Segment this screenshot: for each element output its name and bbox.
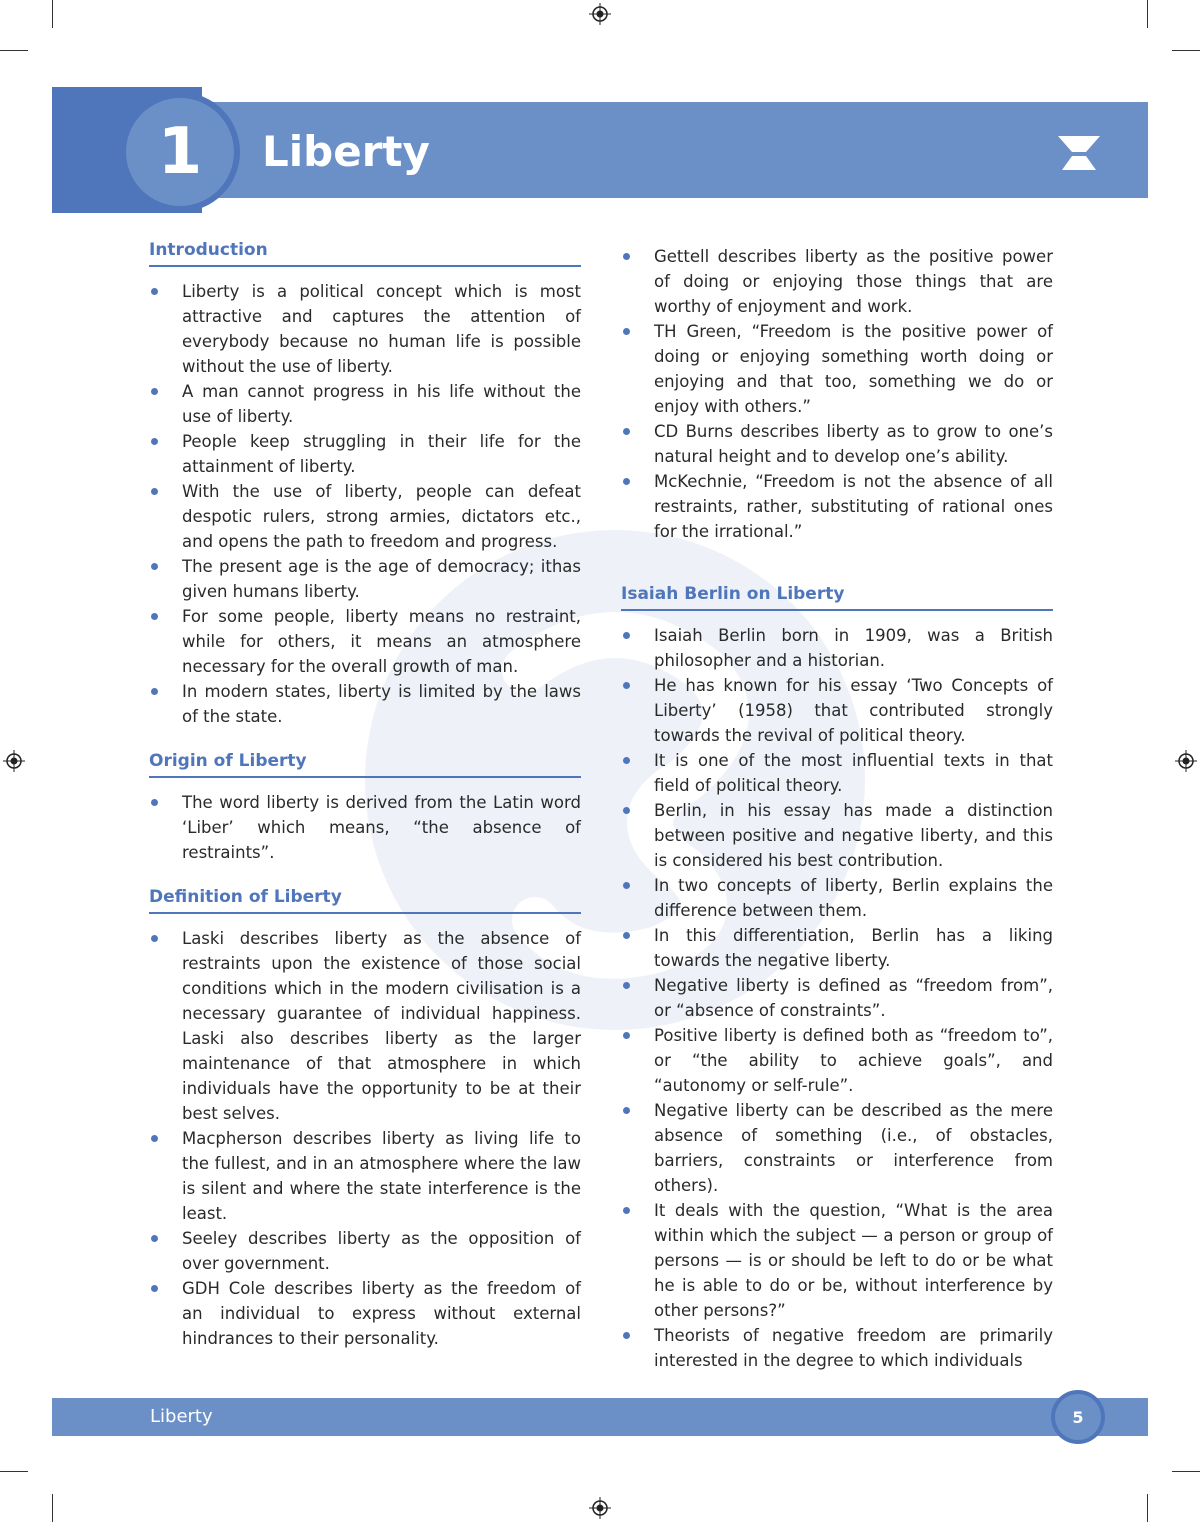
crop-mark: [0, 1471, 28, 1472]
list-item-text: Positive liberty is defined both as “freedom to”, or “the ability to achieve goals”, and “autonomy or self-rule”.: [654, 1026, 1053, 1095]
list-item: [621, 419, 1053, 469]
list-item: [149, 479, 581, 554]
hourglass-logo-icon: [1056, 134, 1102, 172]
footer-running-title: Liberty: [150, 1406, 213, 1427]
bullet-dot-icon: [151, 613, 158, 620]
bullet-dot-icon: [151, 688, 158, 695]
section-heading: Introduction: [149, 240, 581, 267]
list-item-text: Berlin, in his essay has made a distinction between positive and negative liberty, and this is considered his best contribution.: [654, 801, 1053, 870]
list-item: [621, 923, 1053, 973]
crop-mark: [1172, 50, 1200, 51]
bullet-dot-icon: [151, 935, 158, 942]
right-column: [621, 244, 1053, 1395]
bullet-dot-icon: [623, 882, 630, 889]
bullet-dot-icon: [151, 438, 158, 445]
bullet-dot-icon: [623, 982, 630, 989]
list-item-text: In this differentiation, Berlin has a liking towards the negative liberty.: [654, 926, 1053, 970]
crop-mark: [0, 50, 28, 51]
bullet-dot-icon: [623, 807, 630, 814]
crop-mark: [1147, 1494, 1148, 1522]
registration-mark-icon: [1175, 750, 1197, 772]
list-item-text: Seeley describes liberty as the opposition of over government.: [182, 1229, 581, 1273]
section-heading: Definition of Liberty: [149, 887, 581, 914]
list-item-text: A man cannot progress in his life without the use of liberty.: [182, 382, 581, 426]
list-item: [621, 973, 1053, 1023]
list-item-text: People keep struggling in their life for the attainment of liberty.: [182, 432, 581, 476]
bullet-dot-icon: [151, 799, 158, 806]
list-item: [149, 604, 581, 679]
list-item: [621, 673, 1053, 748]
list-item-text: Theorists of negative freedom are primarily interested in the degree to which individuals: [654, 1326, 1053, 1370]
bullet-dot-icon: [151, 1285, 158, 1292]
list-item: [149, 926, 581, 1126]
list-item: [621, 244, 1053, 319]
bullet-dot-icon: [151, 388, 158, 395]
list-item: [149, 679, 581, 729]
list-item: [621, 748, 1053, 798]
bullet-dot-icon: [623, 1032, 630, 1039]
list-item-text: TH Green, “Freedom is the positive power of doing or enjoying something worth doing or enjoying and that too, something we do or enjoy with others.”: [654, 322, 1053, 416]
list-item-text: In two concepts of liberty, Berlin explains the difference between them.: [654, 876, 1053, 920]
bullet-list: [621, 244, 1053, 544]
list-item-text: With the use of liberty, people can defeat despotic rulers, strong armies, dictators etc., and opens the path to freedom and progress.: [182, 482, 581, 551]
bullet-dot-icon: [151, 488, 158, 495]
registration-mark-icon: [3, 750, 25, 772]
crop-mark: [1172, 1471, 1200, 1472]
bullet-dot-icon: [623, 328, 630, 335]
list-item: [149, 554, 581, 604]
section-heading: Isaiah Berlin on Liberty: [621, 584, 1053, 611]
bullet-dot-icon: [623, 932, 630, 939]
section-heading: Origin of Liberty: [149, 751, 581, 778]
list-item-text: The present age is the age of democracy; ithas given humans liberty.: [182, 557, 581, 601]
registration-mark-icon: [589, 1497, 611, 1519]
page-number: 5: [1055, 1394, 1101, 1440]
registration-mark-icon: [589, 3, 611, 25]
bullet-dot-icon: [623, 428, 630, 435]
list-item-text: For some people, liberty means no restraint, while for others, it means an atmosphere necessary for the overall growth of man.: [182, 607, 581, 676]
list-item-text: In modern states, liberty is limited by the laws of the state.: [182, 682, 581, 726]
bullet-dot-icon: [623, 632, 630, 639]
bullet-dot-icon: [623, 1332, 630, 1339]
list-item-text: GDH Cole describes liberty as the freedom of an individual to express without external hindrances to their personality.: [182, 1279, 581, 1348]
list-item: [149, 379, 581, 429]
crop-mark: [1147, 0, 1148, 28]
bullet-dot-icon: [623, 682, 630, 689]
bullet-dot-icon: [151, 1235, 158, 1242]
list-item: [621, 623, 1053, 673]
list-item-text: Negative liberty can be described as the mere absence of something (i.e., of obstacles, barriers, constraints or interference from others).: [654, 1101, 1053, 1195]
list-item-text: Liberty is a political concept which is most attractive and captures the attention of everybody because no human life is possible without the use of liberty.: [182, 282, 581, 376]
list-item: [149, 790, 581, 865]
chapter-title: Liberty: [262, 127, 430, 176]
bullet-dot-icon: [623, 1107, 630, 1114]
list-item: [149, 1126, 581, 1226]
list-item: [621, 1023, 1053, 1098]
list-item-text: Macpherson describes liberty as living life to the fullest, and in an atmosphere where the law is silent and where the state interference is the least.: [182, 1129, 581, 1223]
crop-mark: [52, 1494, 53, 1522]
section-spacer: [621, 566, 1053, 584]
list-item-text: It deals with the question, “What is the area within which the subject — a person or group of persons — is or should be left to do or be what he is able to do or be, without interference by other persons?”: [654, 1201, 1053, 1320]
bullet-dot-icon: [151, 1135, 158, 1142]
bullet-dot-icon: [623, 1207, 630, 1214]
list-item: [621, 319, 1053, 419]
bullet-dot-icon: [623, 253, 630, 260]
list-item-text: Gettell describes liberty as the positive power of doing or enjoying those things that are worthy of enjoyment and work.: [654, 247, 1053, 316]
list-item: [621, 1198, 1053, 1323]
list-item: [621, 1323, 1053, 1373]
bullet-list: [149, 926, 581, 1351]
list-item-text: Laski describes liberty as the absence of restraints upon the existence of those social conditions which in the modern civilisation is a necessary guarantee of individual happiness. Laski also describes liberty as the larger maintenance of that atmosphere in which individuals have the opportunity to be at their best selves.: [182, 929, 581, 1123]
list-item: [149, 429, 581, 479]
crop-mark: [52, 0, 53, 28]
bullet-dot-icon: [151, 563, 158, 570]
bullet-dot-icon: [623, 478, 630, 485]
list-item: [621, 873, 1053, 923]
list-item-text: The word liberty is derived from the Latin word ‘Liber’ which means, “the absence of restraints”.: [182, 793, 581, 862]
list-item: [149, 279, 581, 379]
list-item: [621, 798, 1053, 873]
list-item: [621, 1098, 1053, 1198]
bullet-dot-icon: [623, 757, 630, 764]
list-item-text: McKechnie, “Freedom is not the absence of all restraints, rather, substituting of rational ones for the irrational.”: [654, 472, 1053, 541]
list-item: [621, 469, 1053, 544]
list-item-text: He has known for his essay ‘Two Concepts of Liberty’ (1958) that contributed strongly towards the revival of political theory.: [654, 676, 1053, 745]
chapter-number: 1: [126, 98, 234, 206]
list-item-text: It is one of the most influential texts in that field of political theory.: [654, 751, 1053, 795]
bullet-list: [621, 623, 1053, 1373]
footer-band: [52, 1398, 1148, 1436]
list-item-text: CD Burns describes liberty as to grow to one’s natural height and to develop one’s ability.: [654, 422, 1053, 466]
list-item-text: Negative liberty is defined as “freedom from”, or “absence of constraints”.: [654, 976, 1053, 1020]
list-item: [149, 1276, 581, 1351]
list-item-text: Isaiah Berlin born in 1909, was a British philosopher and a historian.: [654, 626, 1053, 670]
bullet-dot-icon: [151, 288, 158, 295]
bullet-list: [149, 790, 581, 865]
left-column: [149, 240, 581, 1373]
list-item: [149, 1226, 581, 1276]
bullet-list: [149, 279, 581, 729]
